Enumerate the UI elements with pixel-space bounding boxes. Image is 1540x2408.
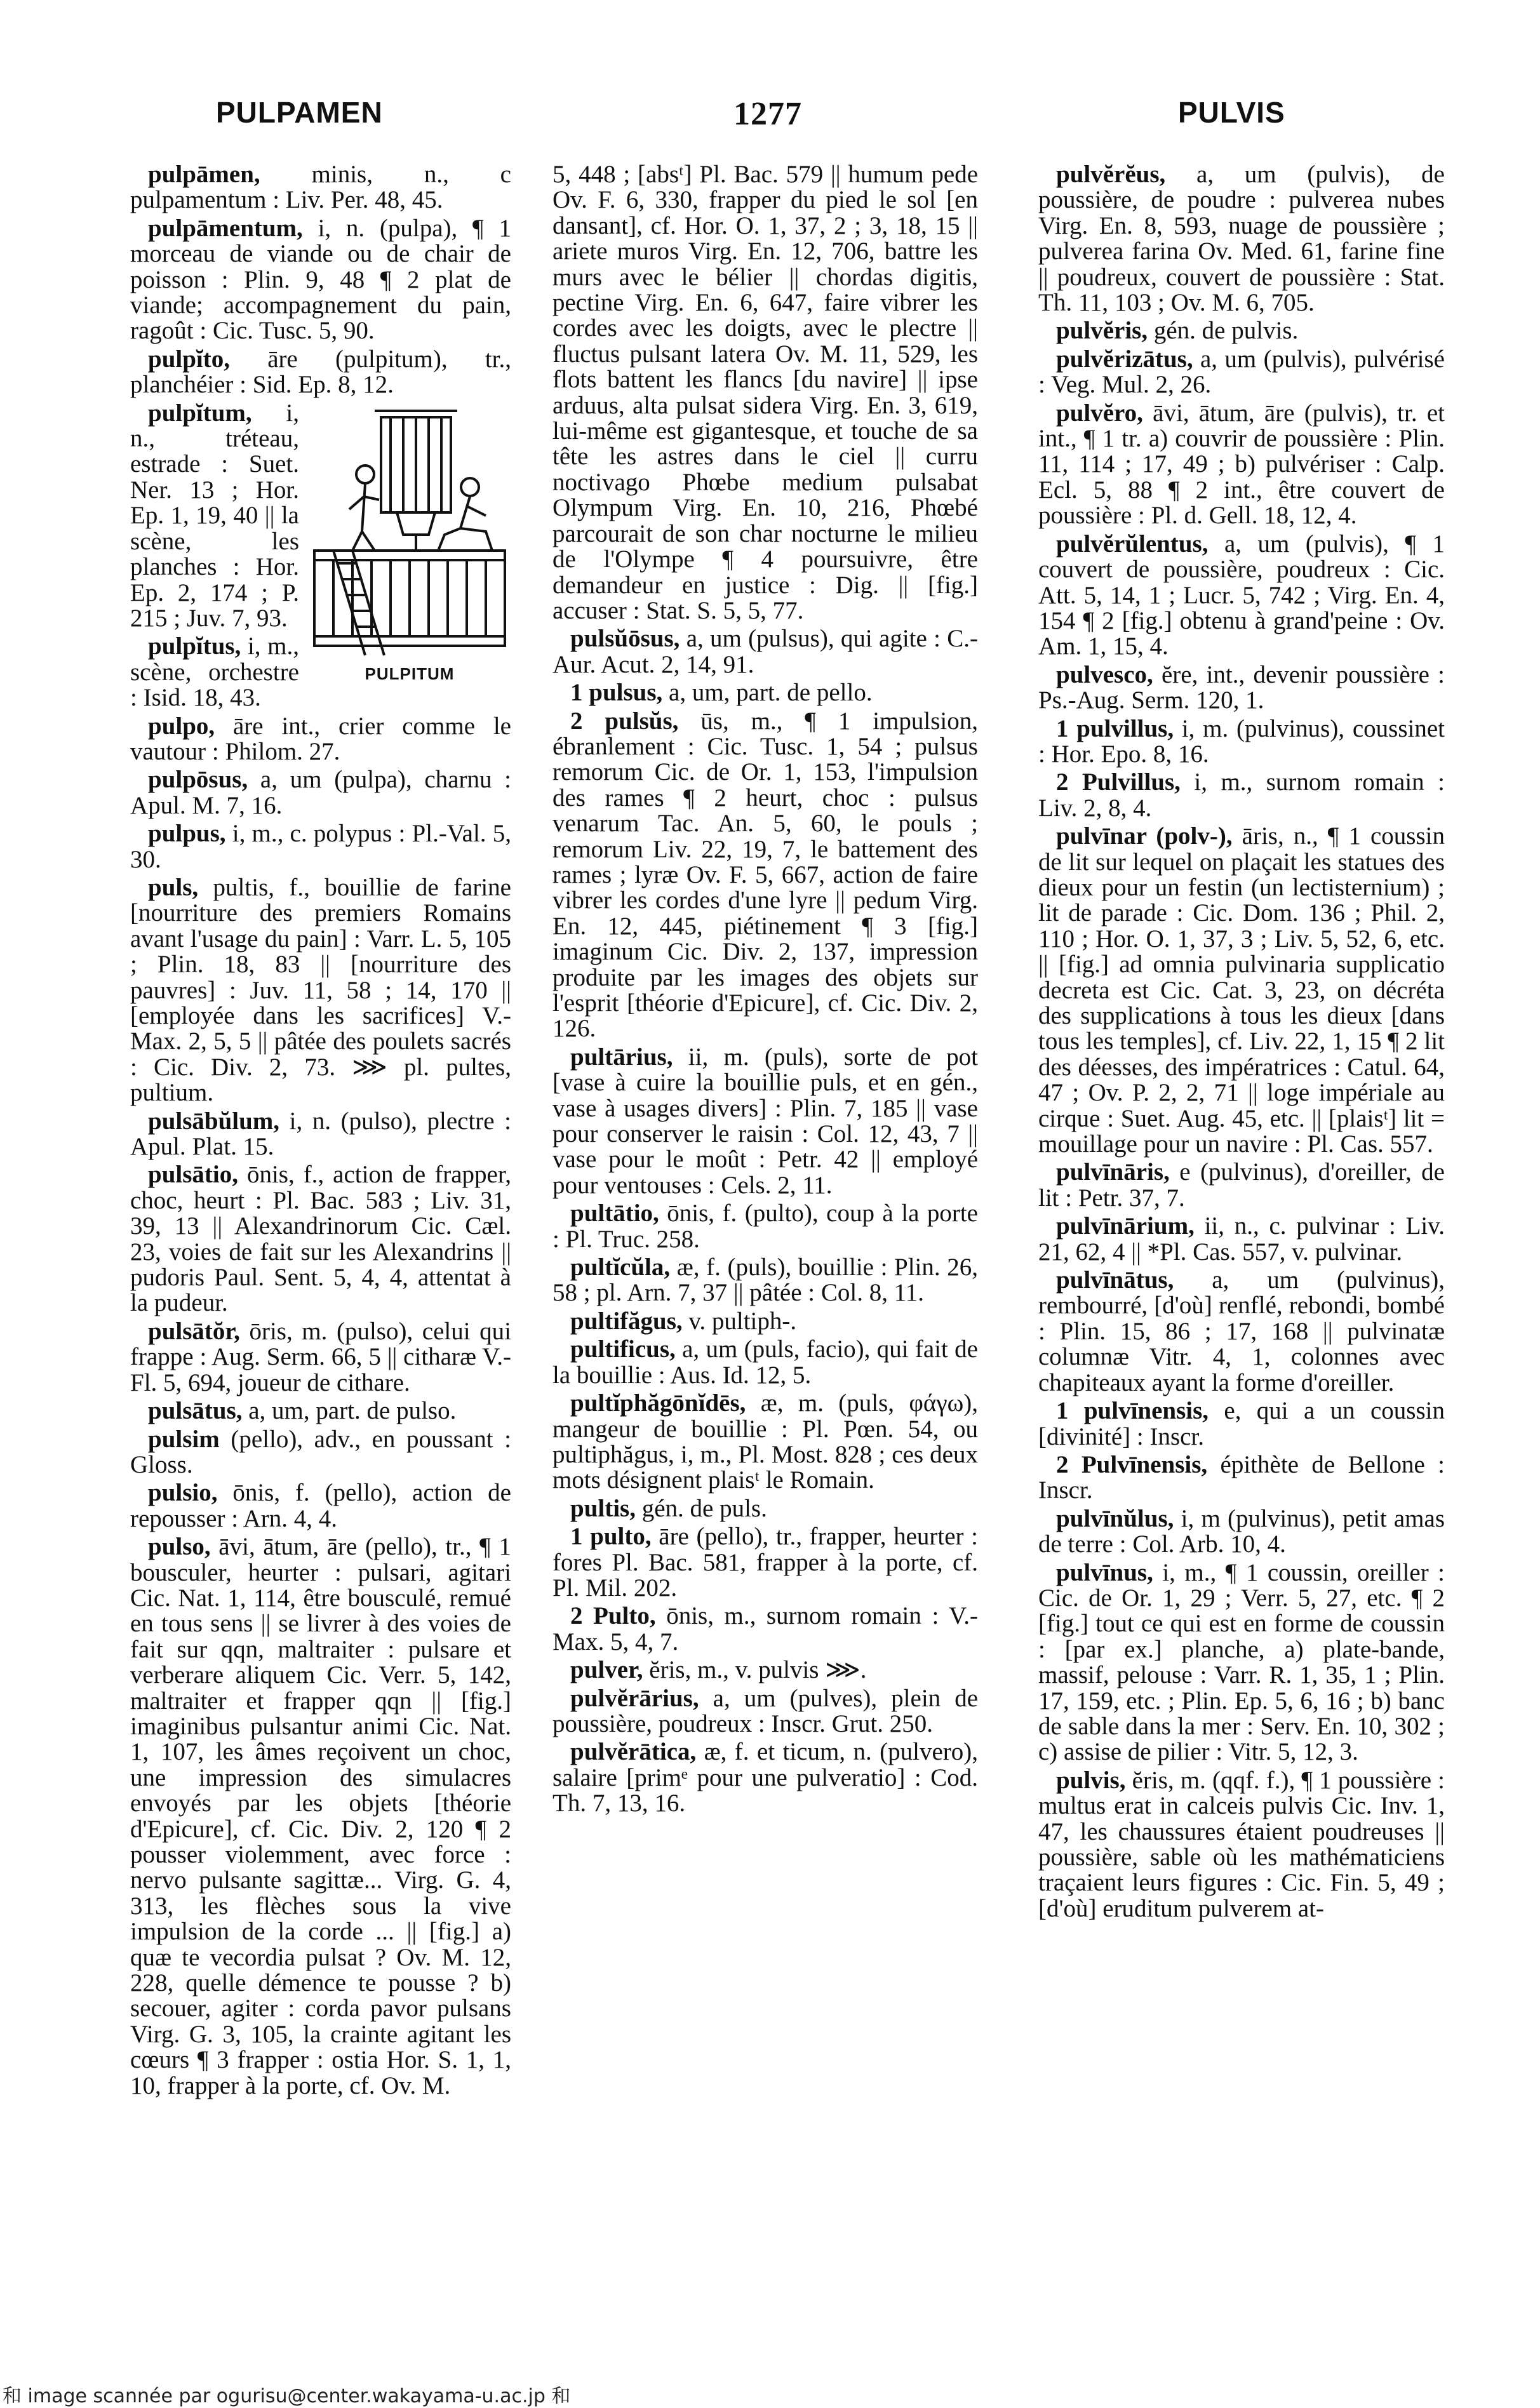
entry [1038,347,1445,398]
definition: e (pulvinus), d'oreiller, de lit : Petr. 37, 7. [1038,1158,1445,1212]
entry [1038,1452,1445,1504]
column-3 [1038,162,1445,2359]
lemma: pulsŭōsus, [570,625,680,653]
definition: v. pultiph-. [682,1307,797,1335]
lemma: pulsātŏr, [148,1317,240,1345]
entry [1038,770,1445,821]
column-1 [130,162,511,2359]
definition: i, m., scène, orchestre : Isid. 18, 43. [130,632,299,712]
entry [130,1162,511,1316]
lemma: pultificus, [570,1335,676,1363]
page-header [0,95,1540,146]
lemma: pulpōsus, [148,766,248,794]
definition: ōnis, f., action de frapper, choc, heurt : Pl. Bac. 583 ; Liv. 31, 39, 13 || Alexandrinorum Cic. Cæl. 23, voies de fait sur les Alexandrins || pudoris Paul. Sent. 5, 4, 4, attentat à la pudeur. [130,1161,511,1317]
definition: āvi, ātum, āre (pulvis), tr. et int., ¶ 1 tr. a) couvrir de poussière : Plin. 11, 114 ; 17, 49 ; b) pulvériser : Calp. Ecl. 5, 88 ¶ 2 int., être couvert de poussière : Pl. d. Gell. 18, 12, 4. [1038,399,1445,530]
lemma: pulvīnar (polv-), [1056,822,1233,850]
entry [1038,716,1445,768]
lemma: pulvīnāris, [1056,1158,1170,1186]
entry [1038,1398,1445,1450]
entry [1038,824,1445,1157]
definition: a, um (pulvis), ¶ 1 couvert de poussière, poudreux : Cic. Att. 5, 14, 1 ; Lucr. 5, 742 ; Virg. En. 4, 154 ¶ 2 [fig.] obtenu à grand'peine : Ov. Am. 1, 15, 4. [1038,530,1445,660]
page-number: 1277 [733,96,802,132]
definition: a, um (puls, facio), qui fait de la bouillie : Aus. Id. 12, 5. [552,1335,978,1389]
lemma: pulvis, [1056,1766,1126,1794]
definition: ōnis, f. (pulto), coup à la porte : Pl. Truc. 258. [552,1200,978,1253]
lemma: pulsātus, [148,1397,243,1425]
definition: a, um (pulpa), charnu : Apul. M. 7, 16. [130,766,511,819]
entry [552,1524,978,1601]
definition: minis, n., c pulpamentum : Liv. Per. 48, 45. [130,162,511,214]
entry [552,1045,978,1198]
definition: ii, n., c. pulvinar : Liv. 21, 62, 4 || *Pl. Cas. 557, v. pulvinar. [1038,1212,1445,1266]
entry [130,1319,511,1396]
lemma: pulvĕrizātus, [1056,345,1193,373]
lemma: pulver, [570,1656,643,1684]
definition: gén. de pulvis. [1148,317,1299,345]
scan-credit: 和 image scannée par ogurisu@center.wakayama-u.ac.jp 和 [3,2385,571,2407]
entry [552,1201,978,1252]
definition: i, m., c. polypus : Pl.-Val. 5, 30. [130,820,511,873]
entry [130,1398,511,1424]
entry [552,1391,978,1494]
lemma: pultĭcŭla, [570,1254,671,1281]
definition: ĕris, m., v. pulvis ⋙. [643,1656,867,1684]
lemma: 2 Pulto, [570,1602,656,1630]
lemma: 2 Pulvillus, [1056,768,1181,796]
definition: i, m., ¶ 1 coussin, oreiller : Cic. de Or. 1, 29 ; Verr. 5, 27, etc. ¶ 2 [fig.] tout ce qui est en forme de coussin : [par ex.] planche, a) plate-bande, massif, pelouse : Varr. R. 1, 35, 1 ; Plin. 17, 159, etc. ; Plin. Ep. 5, 6, 16 ; b) banc de sable dans la mer : Serv. En. 10, 302 ; c) assise de pilier : Vitr. 5, 12, 3. [1038,1558,1445,1766]
entry [130,1109,511,1160]
lemma: pultis, [570,1494,636,1522]
lemma: pultifăgus, [570,1307,683,1335]
definition: āre (pulpitum), tr., planchéier : Sid. Ep. 8, 12. [130,345,511,399]
definition: gén. de puls. [635,1494,767,1522]
definition: 5, 448 ; [absᵗ] Pl. Bac. 579 || humum pede Ov. F. 6, 330, frapper du pied le sol [en dansant], cf. Hor. O. 1, 37, 2 ; 3, 18, 15 || ariete muros Virg. En. 12, 706, battre les murs avec le bélier || chordas digitis, pectine Virg. En. 6, 647, faire vibrer les cordes avec les doigts, avec le plectre || fluctus pulsant latera Ov. M. 11, 529, les flots battent les flancs [du navire] || ipse arduus, alta pulsat sidera Virg. En. 3, 619, lui-même est gigantesque, et touche de sa tête les astres dans le ciel || curru noctivago Phœbe medium pulsabat Olympum Virg. En. 10, 216, Phœbé parcourait de son char nocturne le milieu de l'Olympe ¶ 4 poursuivre, être demandeur en justice : Dig. || [fig.] accuser : Stat. S. 5, 5, 77. [552,162,978,624]
definition: i, n., tréteau, estrade : Suet. Ner. 13 ; Hor. Ep. 1, 19, 40 || la scène, les planches : Hor. Ep. 2, 174 ; P. 215 ; Juv. 7, 93. [130,399,299,632]
definition: āre (pello), tr., frapper, heurter : fores Pl. Bac. 581, frapper à la porte, cf. Pl. Mil. 202. [552,1523,978,1602]
definition: æ, m. (puls, φάγω), mangeur de bouillie : Pl. Pœn. 54, ou pultiphăgus, i, m., Pl. Most. 828 ; ces deux mots désignent plaisᵗ le Romain. [552,1389,978,1494]
lemma: pulvĕrŭlentus, [1056,530,1209,558]
entry [1038,1768,1445,1922]
definition: (pello), adv., en poussant : Gloss. [130,1425,511,1478]
definition: ii, m. (puls), sorte de pot [vase à cuire la bouillie puls, et en gén., vase à usages divers] : Plin. 7, 185 || vase pour conserver le raisin : Col. 12, 43, 7 || vase pour le moût : Petr. 42 || employé pour ventouses : Cels. 2, 11. [552,1043,978,1199]
lemma: pulsātio, [148,1161,238,1189]
entry [130,347,511,398]
entry [1038,1160,1445,1211]
entry [552,680,978,706]
lemma: pulsio, [148,1479,218,1507]
definition: i, n. (pulpa), ¶ 1 morceau de viande ou de chair de poisson : Plin. 9, 48 ¶ 2 plat de viande; accompagnement du pain, ragoût : Cic. Tusc. 5, 90. [130,214,511,345]
definition: a, um, part. de pulso. [242,1397,457,1425]
lemma: pultātio, [570,1200,659,1227]
lemma: pulvesco, [1056,660,1153,688]
entry [130,1534,511,2099]
entry [552,1337,978,1388]
entry [130,821,511,873]
pulpitum-drawing [308,405,511,659]
lemma: pulvīnārium, [1056,1212,1195,1240]
entry [1038,1506,1445,1558]
lemma: pultārius, [570,1043,673,1071]
definition: ĕre, int., devenir poussière : Ps.-Aug. Serm. 120, 1. [1038,660,1445,714]
entry [1038,1214,1445,1265]
lemma: pulpĭtus, [148,632,241,660]
lemma: 2 Pulvīnensis, [1056,1450,1208,1478]
definition: a, um (pulves), plein de poussière, poudreux : Inscr. Grut. 250. [552,1684,978,1737]
definition: ĕris, m. (qqf. f.), ¶ 1 poussière : multus erat in calceis pulvis Cic. Inv. 1, 47, les chaussures étaient poudreuses || poussière, sable où les mathématiciens traçaient leurs figures : Cic. Fin. 5, 49 ; [d'où] eruditum pulverem at- [1038,1766,1445,1922]
entry [552,1739,978,1816]
definition: a, um (pulsus), qui agite : C.-Aur. Acut. 2, 14, 91. [552,625,978,678]
entry [552,709,978,1042]
lemma: 1 pulsus, [570,679,663,707]
lemma: pulso, [148,1533,211,1561]
lemma: pulvĕro, [1056,399,1143,427]
column-2 [552,162,978,2359]
definition: ōnis, f. (pello), action de repousser : Arn. 4, 4. [130,1479,511,1532]
definition: i, m. (pulvinus), coussinet : Hor. Epo. 8, 16. [1038,714,1445,768]
entry [130,1480,511,1532]
lemma: pulpĭto, [148,345,230,373]
lemma: pulpĭtum, [148,399,252,427]
lemma: pultĭphăgōnĭdēs, [570,1389,746,1417]
guide-word-right: PULVIS [1178,96,1285,129]
figure-caption: PULPITUM [365,664,455,683]
entry [552,626,978,678]
lemma: pulpus, [148,820,226,848]
lemma: 1 pulvīnensis, [1056,1397,1209,1425]
definition: āris, n., ¶ 1 coussin de lit sur lequel on plaçait les statues des dieux pour un festin (un lectisternium) ; lit de parade : Cic. Dom. 136 ; Phil. 2, 110 ; Hor. O. 1, 37, 3 ; Liv. 5, 52, 6, etc. || [fig.] ad omnia pulvinaria supplicatio decreta est Cic. Cat. 3, 23, on décréta des supplications à tous les dieux [dans tous les temples], cf. Liv. 22, 1, 15 ¶ 2 lit des déesses, des impératrices : Catul. 64, 47 ; Ov. P. 2, 2, 71 || loge impériale au cirque : Suet. Aug. 45, etc. || [plaisᵗ] lit = mouillage pour un navire : Pl. Cas. 557. [1038,822,1445,1158]
entry [1038,1560,1445,1765]
entry [552,1309,978,1334]
lemma: pulpāmen, [148,162,260,188]
lemma: pulvĕrātica, [570,1738,697,1766]
lemma: pulpo, [148,712,215,740]
definition: i, n. (pulso), plectre : Apul. Plat. 15. [130,1107,511,1161]
entry [130,875,511,1106]
entry [1038,1268,1445,1396]
pulpitum-illustration [308,405,511,686]
entry [1038,401,1445,529]
lemma: pulsābŭlum, [148,1107,280,1135]
lemma: pulvīnŭlus, [1056,1504,1174,1532]
entry [552,1686,978,1737]
entry [1038,662,1445,714]
lemma: 1 pulto, [570,1523,652,1551]
entry [1038,162,1445,316]
definition: e, qui a un coussin [divinité] : Inscr. [1038,1397,1445,1450]
lemma: pulvīnus, [1056,1558,1153,1586]
lemma: pulvĕrĕus, [1056,162,1166,188]
definition: ōris, m. (pulso), celui qui frappe : Aug. Serm. 66, 5 || citharæ V.-Fl. 5, 694, joueur de cithare. [130,1317,511,1396]
lemma: pulpāmentum, [148,214,303,242]
definition: æ, f. (puls), bouillie : Plin. 26, 58 ; pl. Arn. 7, 37 || pâtée : Col. 8, 11. [552,1254,978,1307]
lemma: 1 pulvillus, [1056,714,1174,742]
entry [130,216,511,344]
entry-continuation [552,162,978,624]
entry [552,1255,978,1306]
entry [130,714,511,765]
definition: pultis, f., bouillie de farine [nourriture des premiers Romains avant l'usage du pain] : Varr. L. 5, 105 ; Plin. 18, 83 || [nourriture des pauvres] : Juv. 11, 58 ; 14, 170 || [employée dans les sacrifices] V.-Max. 2, 5, 5 || pâtée des poulets sacrés : Cic. Div. 2, 73. ⋙ pl. pultes, pultium. [130,873,511,1107]
definition: ūs, m., ¶ 1 impulsion, ébranlement : Cic. Tusc. 1, 54 ; pulsus remorum Cic. de Or. 1, 153, l'impulsion des rames ¶ 2 heurt, choc : pulsus venarum Tac. An. 5, 60, le pouls ; remorum Liv. 22, 19, 7, le battement des rames ; lyræ Ov. F. 5, 667, action de faire vibrer les cordes d'une lyre || pedum Virg. En. 12, 445, piétinement ¶ 3 [fig.] imaginum Cic. Div. 2, 137, impression produite par les images des objets sur l'esprit [théorie d'Epicure], cf. Cic. Div. 2, 126. [552,707,978,1043]
entry [1038,318,1445,344]
entry [130,162,511,213]
entry [130,1427,511,1478]
definition: æ, f. et ticum, n. (pulvero), salaire [primᵉ pour une pulveratio] : Cod. Th. 7, 13, 16. [552,1738,978,1817]
definition: a, um (pulvis), pulvérisé : Veg. Mul. 2, 26. [1038,345,1445,399]
entry [1038,532,1445,660]
lemma: pulsim [148,1425,220,1453]
lemma: puls, [148,873,199,901]
definition: a, um (pulvinus), rembourré, [d'où] renflé, rebondi, bombé : Plin. 15, 86 ; 17, 168 || pulvinatæ columnæ Vitr. 4, 1, colonnes avec chapiteaux ayant la forme d'oreiller. [1038,1266,1445,1396]
definition: i, m., surnom romain : Liv. 2, 8, 4. [1038,768,1445,822]
lemma: pulvĕrārius, [570,1684,699,1712]
definition: i, m (pulvinus), petit amas de terre : Col. Arb. 10, 4. [1038,1504,1445,1558]
entry [130,767,511,819]
lemma: pulvĕris, [1056,317,1148,345]
guide-word-left: PULPAMEN [216,96,383,129]
entry [552,1603,978,1655]
definition: épithète de Bellone : Inscr. [1038,1450,1445,1504]
definition: a, um (pulvis), de poussière, de poudre : pulverea nubes Virg. En. 8, 593, nuage de poussière ; pulverea farina Ov. Med. 61, farine fine || poudreux, couvert de poussière : Stat. Th. 11, 103 ; Ov. M. 6, 705. [1038,162,1445,317]
lemma: pulvīnātus, [1056,1266,1174,1294]
entry [552,1657,978,1683]
lemma: 2 pulsŭs, [570,707,679,735]
entry [552,1496,978,1522]
definition: ōnis, m., surnom romain : V.-Max. 5, 4, 7. [552,1602,978,1656]
definition: āre int., crier comme le vautour : Philom. 27. [130,712,511,765]
definition: a, um, part. de pello. [662,679,873,707]
definition: āvi, ātum, āre (pello), tr., ¶ 1 bousculer, heurter : pulsari, agitari Cic. Nat. 1, 114, être bousculé, remué en tous sens || se livrer à des voies de fait sur qqn, maltraiter : pulsare et verberare aliquem Cic. Verr. 5, 142, maltraiter et frapper qqn || [fig.] imaginibus pulsantur animi Cic. Nat. 1, 107, les âmes reçoivent un choc, une impression des simulacres envoyés par les objets [théorie d'Epicure], cf. Cic. Div. 2, 120 ¶ 2 pousser violemment, avec force : nervo pulsante sagittæ... Virg. G. 4, 313, les flèches sous la vive impulsion de la corde ... || [fig.] a) quæ te vecordia pulsat ? Ov. M. 12, 228, quelle démence te pousse ? b) secouer, agiter : corda pavor pulsans Virg. G. 3, 105, la crainte agitant les cœurs ¶ 3 frapper : ostia Hor. S. 1, 1, 10, frapper à la porte, cf. Ov. M. [130,1533,511,2099]
